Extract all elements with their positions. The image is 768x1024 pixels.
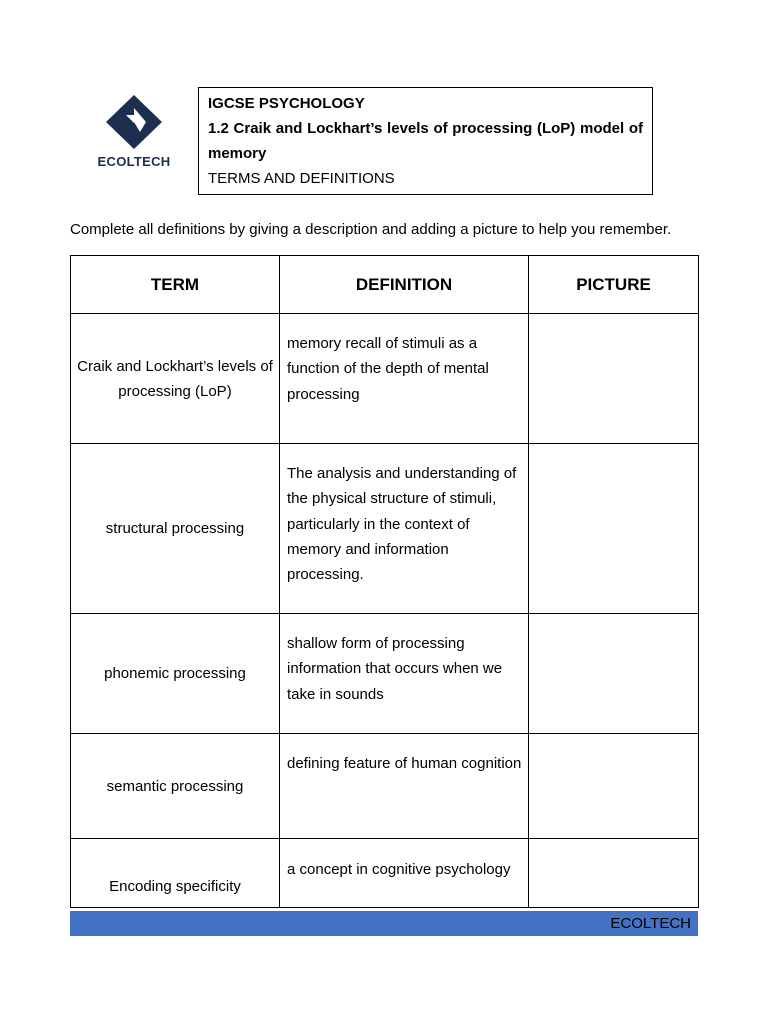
subtitle: TERMS AND DEFINITIONS xyxy=(208,170,395,187)
definition-cell[interactable]: shallow form of processing information that occurs when we take in sounds xyxy=(280,614,529,734)
title-box xyxy=(198,87,653,195)
table-row xyxy=(71,444,699,614)
table-row xyxy=(71,314,699,444)
term-cell: Encoding specificity xyxy=(71,839,280,908)
table-row xyxy=(71,614,699,734)
table-header-row xyxy=(71,256,699,314)
picture-cell[interactable] xyxy=(529,839,699,908)
header-picture: PICTURE xyxy=(529,256,699,314)
topic-title: 1.2 Craik and Lockhart’s levels of processing (LoP) model of memory xyxy=(208,120,643,162)
ecoltech-logo xyxy=(92,94,176,169)
footer-text: ECOLTECH xyxy=(610,915,691,932)
header-term: TERM xyxy=(71,256,280,314)
term-cell: structural processing xyxy=(71,444,280,614)
picture-cell[interactable] xyxy=(529,444,699,614)
term-cell: semantic processing xyxy=(71,734,280,839)
definition-cell[interactable]: memory recall of stimuli as a function of the depth of mental processing xyxy=(280,314,529,444)
logo-text: ECOLTECH xyxy=(97,154,171,169)
term-cell: phonemic processing xyxy=(71,614,280,734)
definition-cell[interactable]: a concept in cognitive psychology xyxy=(280,839,529,908)
picture-cell[interactable] xyxy=(529,734,699,839)
header-definition: DEFINITION xyxy=(280,256,529,314)
picture-cell[interactable] xyxy=(529,614,699,734)
picture-cell[interactable] xyxy=(529,314,699,444)
terms-table xyxy=(70,255,699,908)
instruction-text: Complete all definitions by giving a description and adding a picture to help you remember. xyxy=(70,221,672,238)
ecoltech-diamond-icon xyxy=(104,94,164,150)
course-title: IGCSE PSYCHOLOGY xyxy=(208,95,365,112)
definition-cell[interactable]: defining feature of human cognition xyxy=(280,734,529,839)
table-row xyxy=(71,734,699,839)
table-row xyxy=(71,839,699,908)
definition-cell[interactable]: The analysis and understanding of the physical structure of stimuli, particularly in the context of memory and information processing. xyxy=(280,444,529,614)
footer-bar xyxy=(70,911,698,936)
term-cell: Craik and Lockhart’s levels of processing (LoP) xyxy=(71,314,280,444)
